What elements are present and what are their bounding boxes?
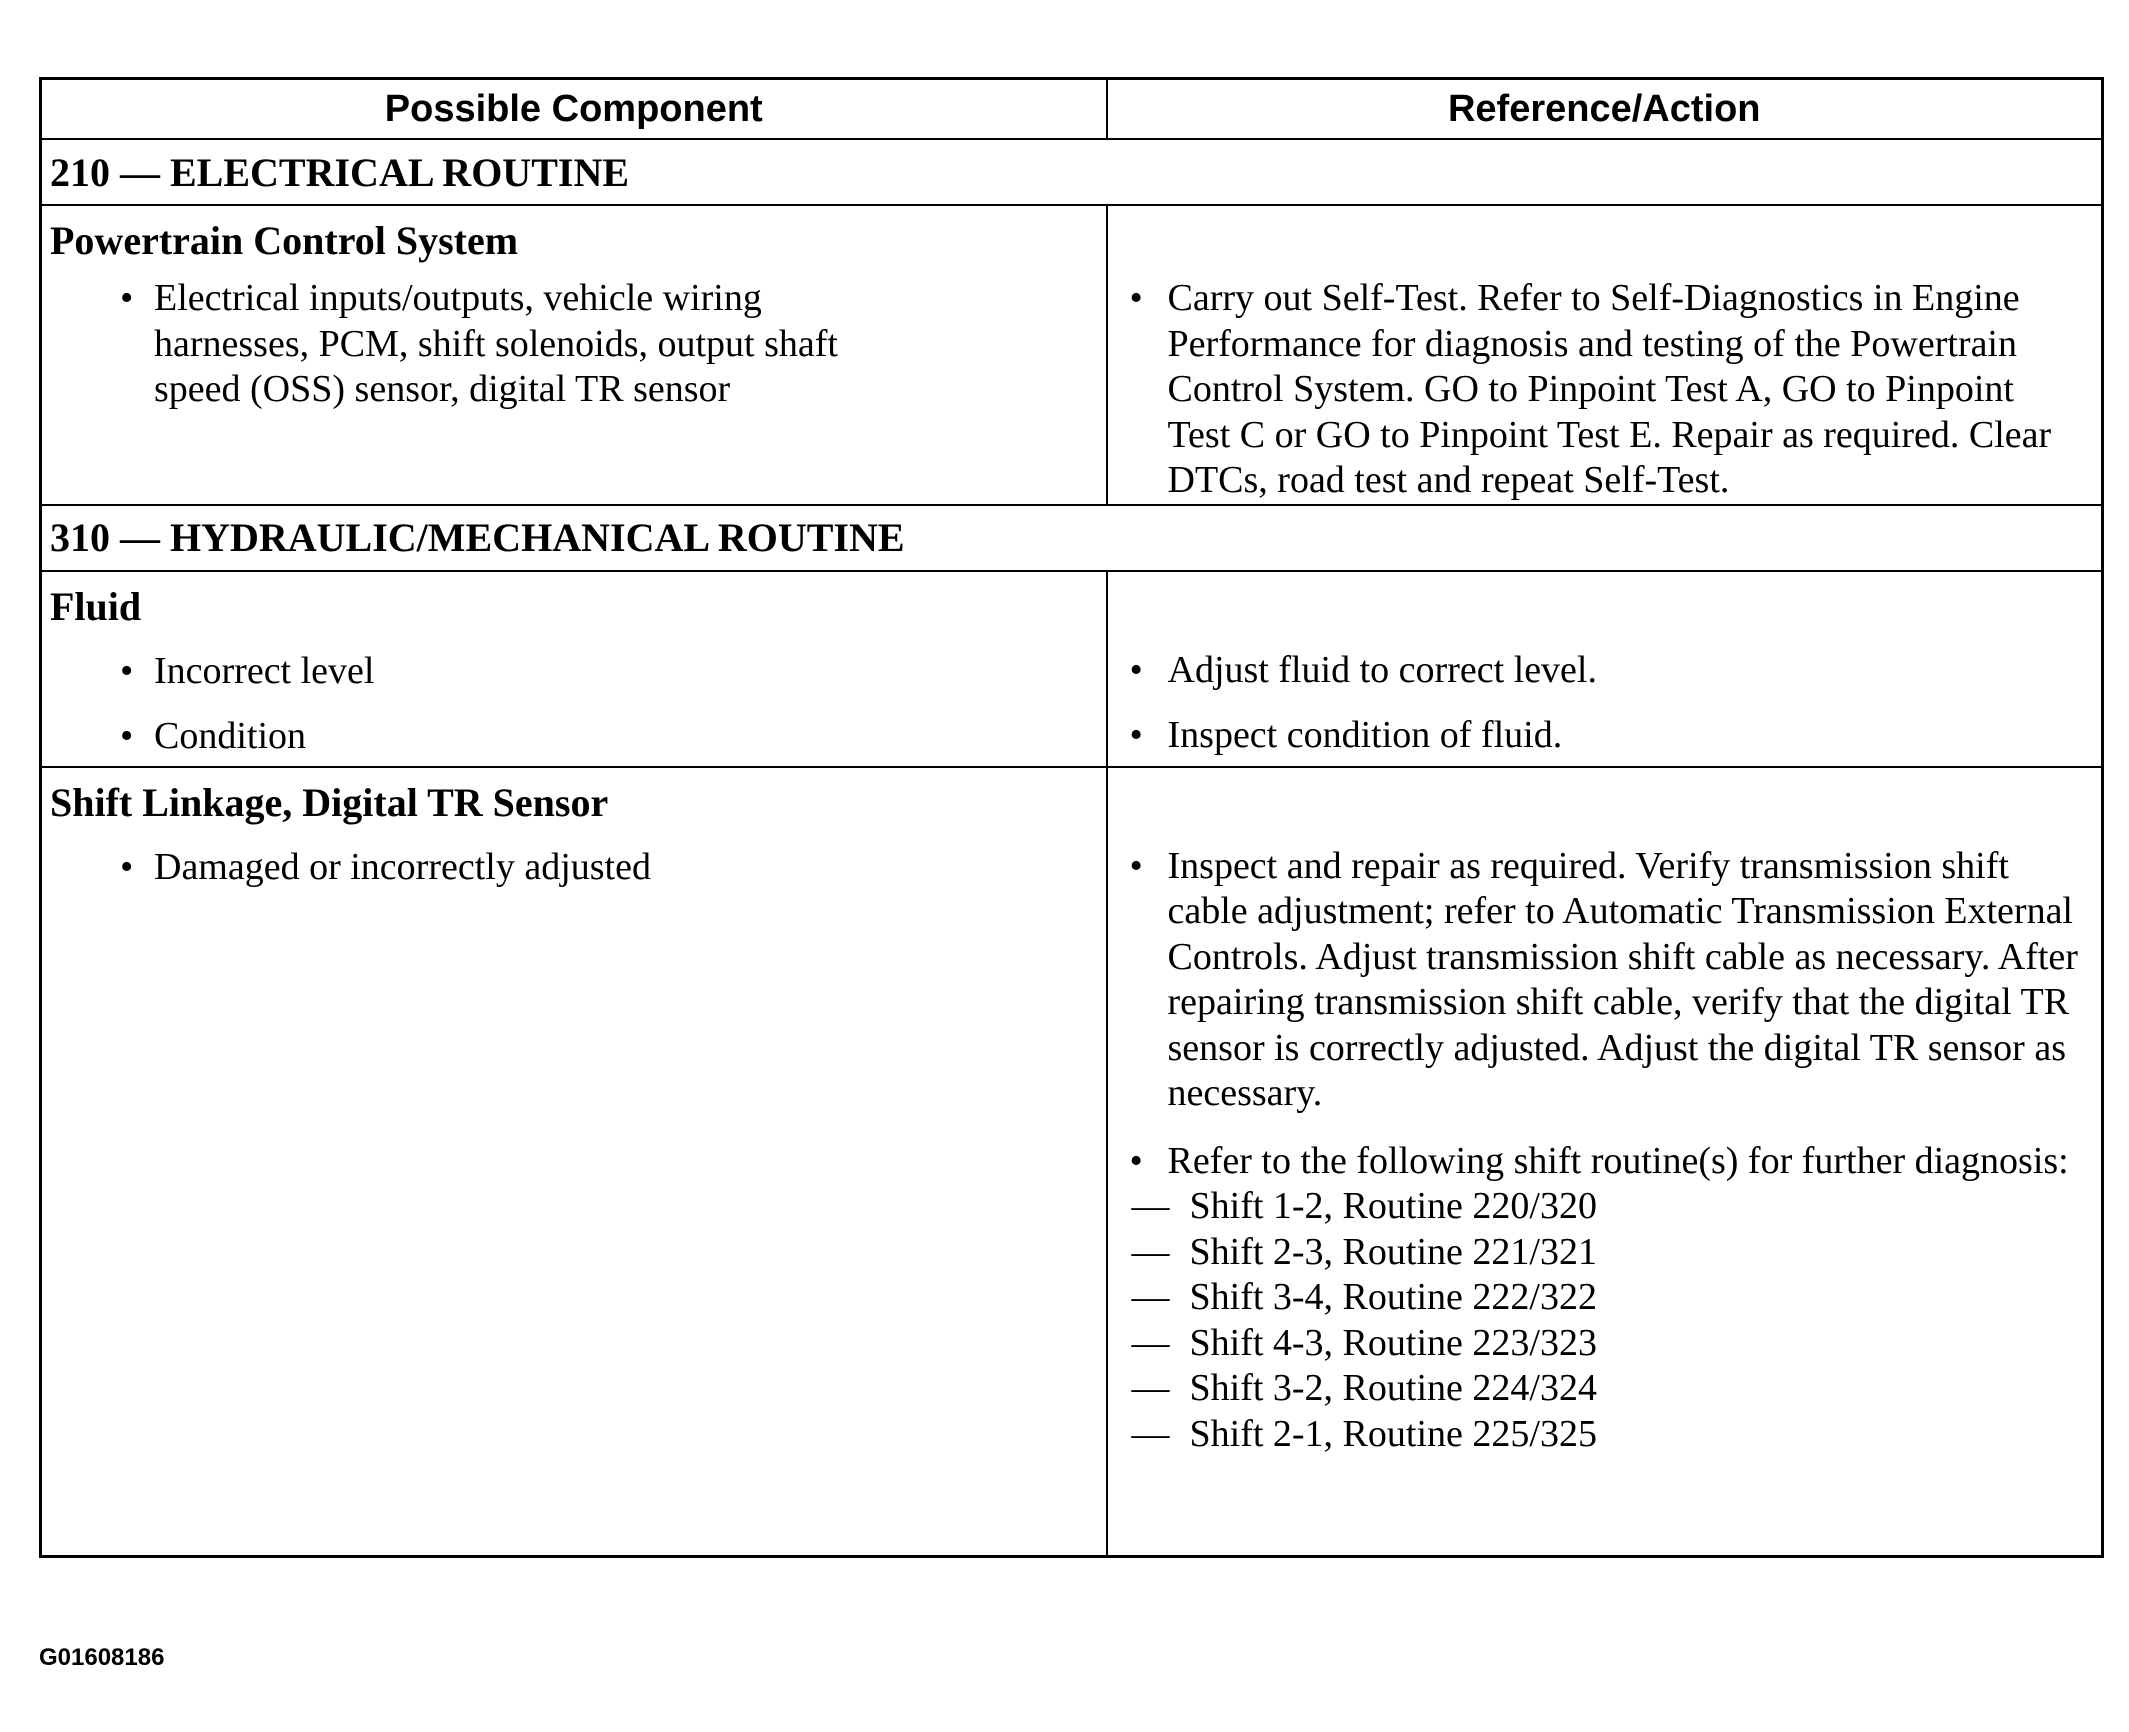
component-row [41, 767, 2103, 1557]
header-reference-action: Reference/Action [1107, 79, 2103, 140]
action-cell [1107, 205, 2103, 505]
component-cell [41, 571, 1107, 767]
header-possible-component: Possible Component [41, 79, 1107, 140]
header-row [41, 79, 2103, 140]
bullet-glyph: • [120, 845, 134, 888]
component-name-shift-linkage: Shift Linkage, Digital TR Sensor [50, 779, 609, 825]
component-name-powertrain: Powertrain Control System [50, 218, 519, 263]
shift-routine-item: — Shift 2-3, Routine 221/321 [1131, 1230, 1597, 1273]
bullet-glyph: • [1129, 844, 1143, 887]
component-name-fluid: Fluid [50, 583, 142, 629]
section-row [41, 139, 2103, 205]
section-row [41, 505, 2103, 571]
shift-routine-list [1108, 1184, 2102, 1457]
shift-routine-item: — Shift 2-1, Routine 225/325 [1131, 1412, 1597, 1455]
action-cell [1107, 571, 2103, 767]
component-item: • Incorrect level [42, 649, 1106, 695]
bullet-glyph: • [1129, 714, 1143, 756]
component-item: • Condition [42, 714, 1106, 760]
section-title-210: 210 — ELECTRICAL ROUTINE [41, 139, 2103, 205]
bullet-glyph: • [1129, 277, 1143, 319]
section-title-310: 310 — HYDRAULIC/MECHANICAL ROUTINE [41, 505, 2103, 571]
component-cell [41, 767, 1107, 1557]
component-item: • Electrical inputs/outputs, vehicle wiring harnesses, PCM, shift solenoids, output shaft speed (OSS) sensor, digital TR sensor [120, 277, 838, 410]
shift-routine-item: — Shift 3-4, Routine 222/322 [1131, 1276, 1597, 1318]
component-item: • Damaged or incorrectly adjusted [42, 845, 1106, 891]
bullet-glyph: • [120, 649, 134, 692]
action-item: • Adjust fluid to correct level. [1108, 648, 2102, 694]
bullet-glyph: • [120, 277, 134, 319]
bullet-glyph: • [1129, 648, 1143, 691]
shift-routine-item: — Shift 4-3, Routine 223/323 [1131, 1321, 1597, 1364]
action-cell [1107, 767, 2103, 1557]
shift-routine-item: — Shift 3-2, Routine 224/324 [1131, 1367, 1597, 1409]
action-item: • Refer to the following shift routine(s) for further diagnosis: [1108, 1139, 2102, 1185]
figure-id: G01608186 [39, 1644, 165, 1671]
bullet-glyph: • [120, 715, 134, 757]
action-item: • Inspect condition of fluid. [1108, 713, 2102, 759]
action-item: • Inspect and repair as required. Verify transmission shift cable adjustment; refer to Automatic Transmission External Controls. Adjust transmission shift cable as necessary. After repairing transmission shift cable, verify that the digital TR sensor is correctly adjusted. Adjust the digital TR sensor as necessary. [1129, 844, 2078, 1114]
component-row [41, 205, 2103, 505]
bullet-glyph: • [1129, 1139, 1143, 1182]
action-item: • Carry out Self-Test. Refer to Self-Diagnostics in Engine Performance for diagnosis and testing of the Powertrain Control System. GO to Pinpoint Test A, GO to Pinpoint Test C or GO to Pinpoint Test E. Repair as required. Clear DTCs, road test and repeat Self-Test. [1129, 277, 2052, 501]
component-row [41, 571, 2103, 767]
component-cell [41, 205, 1107, 505]
diagnosis-table [39, 77, 2104, 1558]
shift-routine-item: — Shift 1-2, Routine 220/320 [1131, 1185, 1597, 1227]
